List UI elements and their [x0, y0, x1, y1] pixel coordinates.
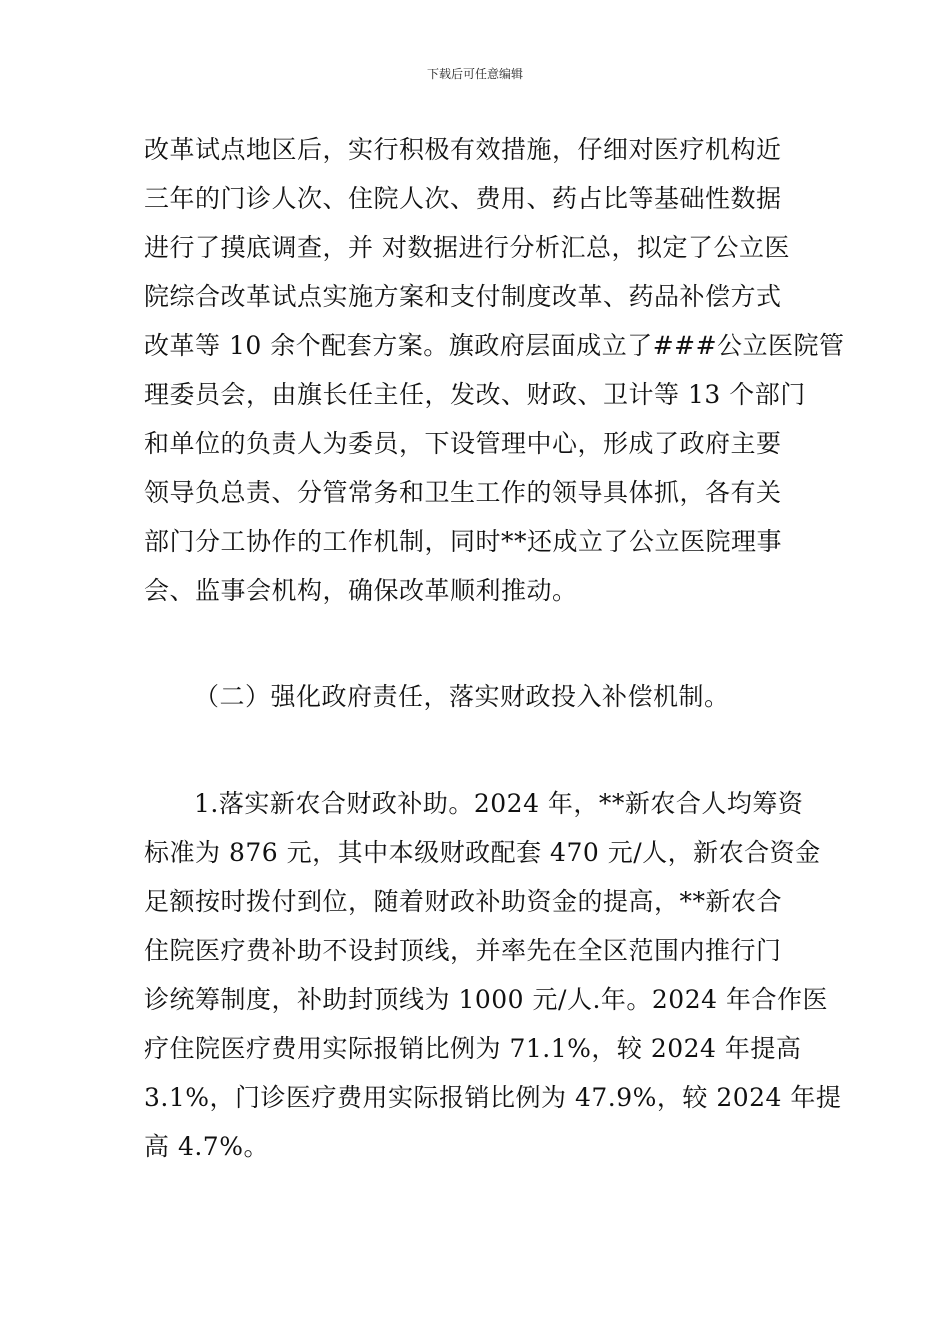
paragraph-line: 和单位的负责人为委员，下设管理中心，形成了政府主要 — [144, 429, 782, 458]
paragraph-line: 3.1%，门诊医疗费用实际报销比例为 47.9%，较 2024 年提 — [144, 1083, 842, 1112]
paragraph-line: 领导负总责、分管常务和卫生工作的领导具体抓，各有关 — [144, 478, 782, 507]
paragraph-line: 改革试点地区后，实行积极有效措施，仔细对医疗机构近 — [144, 135, 782, 164]
paragraph-line: 三年的门诊人次、住院人次、费用、药占比等基础性数据 — [144, 184, 782, 213]
paragraph-line: 住院医疗费补助不设封顶线，并率先在全区范围内推行门 — [144, 936, 782, 965]
paragraph-line: 进行了摸底调查，并 对数据进行分析汇总，拟定了公立医 — [144, 233, 790, 262]
paragraph-line: 1.落实新农合财政补助。2024 年，**新农合人均筹资 — [194, 789, 804, 818]
page-header: 下载后可任意编辑 — [426, 67, 523, 81]
paragraph-line: 部门分工协作的工作机制，同时**还成立了公立医院理事 — [144, 527, 783, 556]
paragraph-line: 诊统筹制度，补助封顶线为 1000 元/人.年。2024 年合作医 — [144, 985, 828, 1014]
paragraph-line: 标准为 876 元，其中本级财政配套 470 元/人，新农合资金 — [144, 838, 821, 867]
paragraph-line: 理委员会，由旗长任主任，发改、财政、卫计等 13 个部门 — [144, 380, 806, 409]
paragraph-line: 高 4.7%。 — [144, 1132, 269, 1161]
section-heading: （二）强化政府责任，落实财政投入补偿机制。 — [194, 682, 730, 711]
paragraph-line: 疗住院医疗费用实际报销比例为 71.1%，较 2024 年提高 — [144, 1034, 802, 1063]
paragraph-line: 改革等 10 余个配套方案。旗政府层面成立了###公立医院管 — [144, 331, 845, 360]
paragraph-line: 会、监事会机构，确保改革顺利推动。 — [144, 576, 578, 605]
paragraph-line: 足额按时拨付到位，随着财政补助资金的提高，**新农合 — [144, 887, 783, 916]
paragraph-line: 院综合改革试点实施方案和支付制度改革、药品补偿方式 — [144, 282, 782, 311]
